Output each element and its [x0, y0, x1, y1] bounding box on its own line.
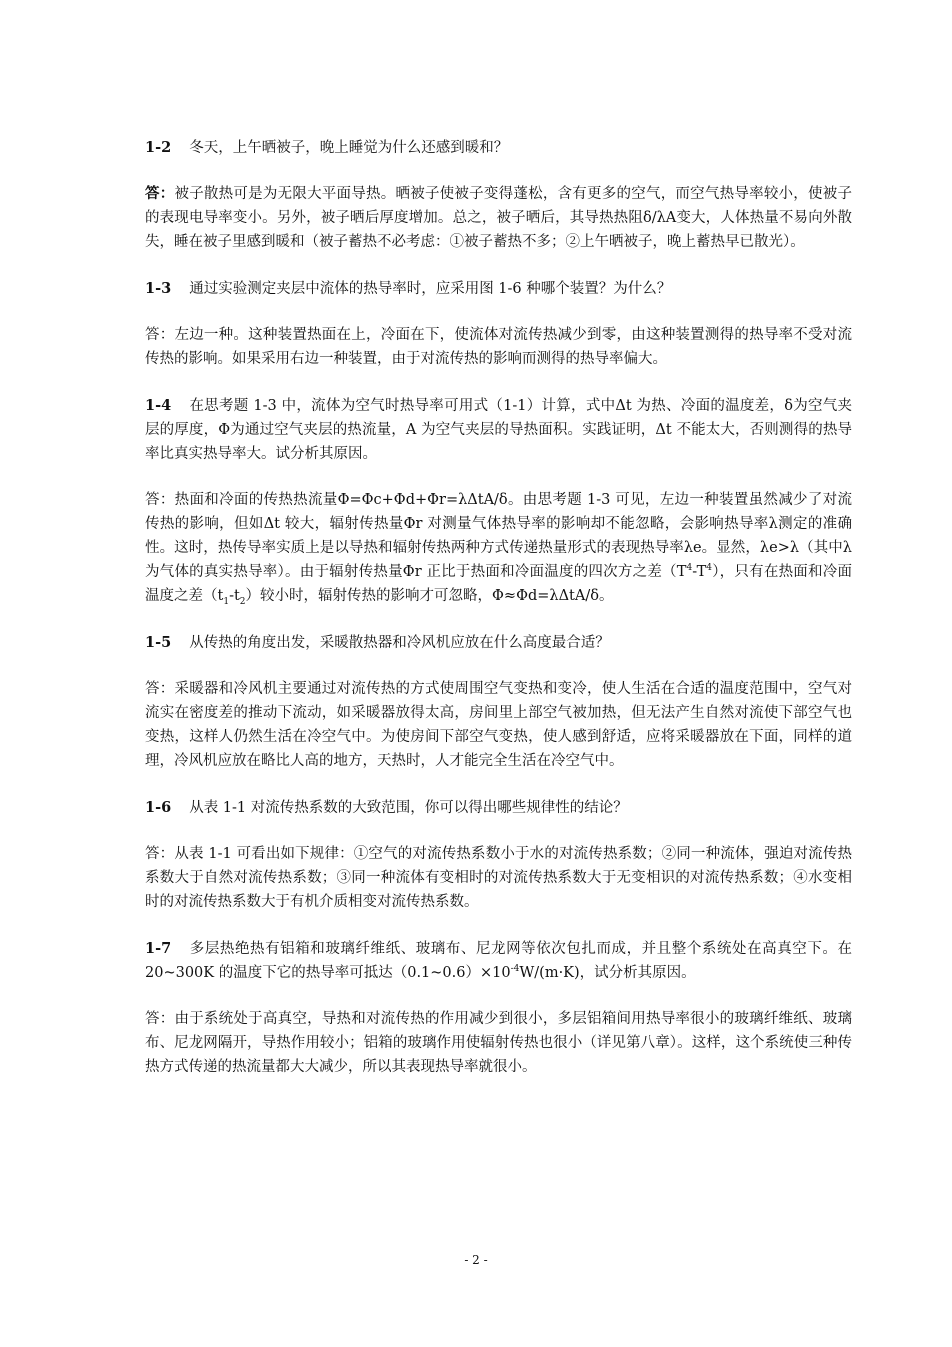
- answer-1-5: [145, 677, 852, 773]
- answer-1-2: [145, 182, 852, 254]
- question-text: 冬天，上午晒被子，晚上睡觉为什么还感到暖和？: [189, 140, 509, 156]
- question-1-5: [145, 631, 852, 655]
- answer-text: 被子散热可是为无限大平面导热。晒被子使被子变得蓬松，含有更多的空气，而空气热导率较小，使被子的表现电导率变小。另外，被子晒后厚度增加。总之，被子晒后，其导热热阻δ/λA变大，人体热量不易向外散失，睡在被子里感到暖和（被子蓄热不必考虑：①被子蓄热不多；②上午晒被子，晚上蓄热早已散光）。: [145, 186, 852, 250]
- question-1-6: [145, 796, 852, 820]
- question-number: 1-2: [145, 139, 172, 156]
- page-number: - 2 -: [464, 1253, 488, 1267]
- question-text: 通过实验测定夹层中流体的热导率时，应采用图 1-6 种哪个装置？为什么？: [189, 281, 672, 297]
- question-number: 1-7: [145, 940, 172, 957]
- question-1-7: [145, 937, 852, 985]
- question-1-4: [145, 394, 852, 466]
- formula-part: -t: [229, 588, 240, 604]
- answer-1-3: [145, 323, 852, 371]
- question-number: 1-5: [145, 634, 172, 651]
- question-text: 从表 1-1 对流传热系数的大致范围，你可以得出哪些规律性的结论？: [189, 800, 628, 816]
- question-1-2: [145, 136, 852, 160]
- answer-text: 答：采暖器和冷风机主要通过对流传热的方式使周围空气变热和变冷，使人生活在合适的温度范围中，空气对流实在密度差的推动下流动，如采暖器放得太高，房间里上部空气被加热，但无法产生自然对流使下部空气也变热，这样人仍然生活在冷空气中。为使房间下部空气变热，使人感到舒适，应将采暖器放在下面，同样的道理，冷风机应放在略比人高的地方，天热时，人才能完全生活在冷空气中。: [145, 681, 852, 769]
- answer-text: 答：由于系统处于高真空，导热和对流传热的作用减少到很小，多层铝箱间用热导率很小的玻璃纤维纸、玻璃布、尼龙网隔开，导热作用较小；铝箱的玻璃作用使辐射传热也很小（详见第八章）。这样，这个系统使三种传热方式传递的热流量都大大减少，所以其表现热导率就很小。: [145, 1011, 852, 1075]
- question-1-3: [145, 277, 852, 301]
- answer-text-part-c: ）较小时，辐射传热的影响才可忽略，Φ≈Φd=λΔtA/δ。: [245, 588, 614, 604]
- answer-text: 答：左边一种。这种装置热面在上，冷面在下，使流体对流传热减少到零，由这种装置测得的热导率不受对流传热的影响。如果采用右边一种装置，由于对流传热的影响而测得的热导率偏大。: [145, 327, 852, 367]
- superscript: 4: [706, 563, 712, 574]
- subscript: 2: [239, 596, 246, 607]
- question-number: 1-6: [145, 799, 172, 816]
- answer-text-part-b: ），只有在热面和冷面温度之差（t: [145, 564, 852, 604]
- question-number: 1-3: [145, 280, 172, 297]
- answer-1-6: [145, 842, 852, 914]
- formula-part: -T: [692, 564, 707, 580]
- question-text-part-b: W/(m·K)，试分析其原因。: [519, 965, 696, 981]
- answer-label: 答：: [145, 185, 175, 202]
- document-body: [145, 136, 852, 1102]
- subscript: 1: [223, 596, 230, 607]
- superscript: -4: [510, 964, 520, 975]
- question-text: 在思考题 1-3 中，流体为空气时热导率可用式（1-1）计算，式中Δt 为热、冷面的温度差，δ为空气夹层的厚度，Φ为通过空气夹层的热流量，A 为空气夹层的导热面积。实践证明，Δt 不能太大，否则测得的热导率比真实热导率大。试分析其原因。: [145, 398, 852, 462]
- superscript: 4: [686, 563, 693, 574]
- question-text-part-a: 多层热绝热有铝箱和玻璃纤维纸、玻璃布、尼龙网等依次包扎而成，并且整个系统处在高真空下。在 20~300K 的温度下它的热导率可抵达（0.1~0.6）×10: [145, 941, 852, 981]
- answer-1-7: [145, 1007, 852, 1079]
- answer-text: 答：从表 1-1 可看出如下规律：①空气的对流传热系数小于水的对流传热系数；②同一种流体，强迫对流传热系数大于自然对流传热系数；③同一种流体有变相时的对流传热系数大于无变相识的对流传热系数；④水变相时的对流传热系数大于有机介质相变对流传热系数。: [145, 846, 852, 910]
- question-number: 1-4: [145, 397, 172, 414]
- question-text: 从传热的角度出发，采暖散热器和冷风机应放在什么高度最合适？: [189, 635, 610, 651]
- answer-text-part-a: 答：热面和冷面的传热热流量Φ=Φc+Φd+Φr=λΔtA/δ。由思考题 1-3 可见，左边一种装置虽然减少了对流传热的影响，但如Δt 较大，辐射传热量Φr 对测量气体热导率的影响却不能忽略，会影响热导率λ测定的准确性。这时，热传导率实质上是以导热和辐射传热两种方式传递热量形式的表现热导率λe。显然，λe>λ（其中λ为气体的真实热导率）。由于辐射传热量Φr 正比于热面和冷面温度的四次方之差（T: [145, 492, 852, 580]
- answer-1-4: [145, 488, 852, 608]
